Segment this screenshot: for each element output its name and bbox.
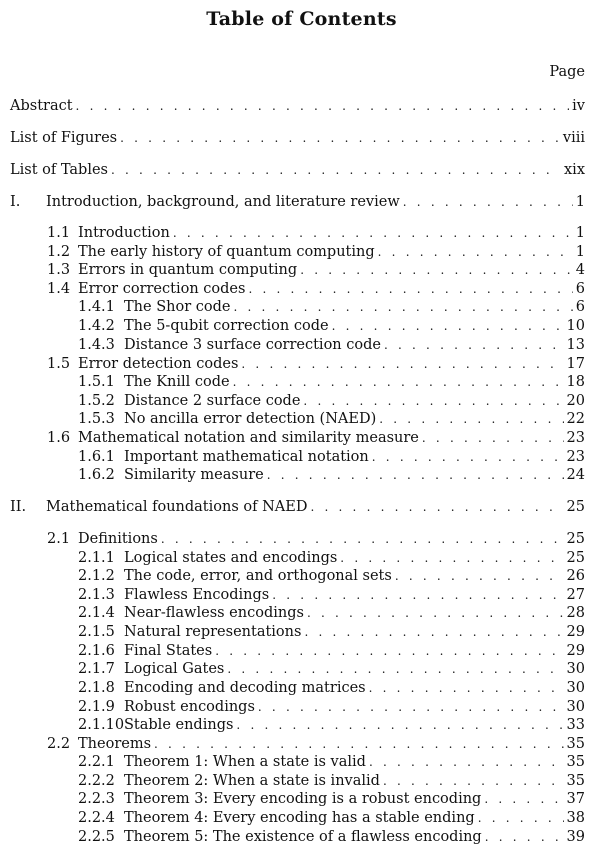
toc-entry-number: 2.1.5 [78,624,115,640]
toc-entry-label: Theorem 2: When a state is invalid [124,773,380,789]
dot-leader [485,828,564,846]
dot-leader [154,735,564,753]
toc-entry-number: 2.2.2 [78,773,115,789]
dot-leader [227,660,563,678]
toc-entry[interactable] [10,129,585,147]
dot-leader [248,280,572,298]
toc-entry[interactable] [78,567,585,585]
toc-entry[interactable] [78,642,585,660]
dot-leader [272,586,563,604]
dot-leader [111,161,561,179]
toc-entry-label: The Knill code [124,374,230,390]
toc-entry[interactable] [78,698,585,716]
toc-entry-number: 1.4 [47,281,71,297]
toc-entry-page: 4 [575,262,585,278]
toc-entry[interactable] [78,790,585,808]
dot-leader [215,642,563,660]
toc-entry-number: 2.2 [47,736,71,752]
toc-entry-number: 2.1.3 [78,587,115,603]
dot-leader [384,336,564,354]
toc-entry-page: 30 [566,680,585,696]
toc-entry-number: 2.1.7 [78,661,115,677]
toc-entry-number: 1.5.3 [78,411,115,427]
page-title: Table of Contents [206,8,397,30]
toc-entry[interactable] [10,193,585,211]
toc-entry[interactable] [78,298,585,316]
toc-entry-number: I. [10,194,21,210]
toc-entry-page: 25 [566,550,585,566]
toc-entry-number: 2.1.2 [78,568,115,584]
toc-entry-label: Robust encodings [124,699,255,715]
toc-entry[interactable] [78,604,585,622]
toc-entry[interactable] [47,355,585,373]
toc-entry-page: 29 [566,624,585,640]
toc-entry-number: 2.1.10 [78,717,125,733]
toc-entry-page: 18 [566,374,585,390]
toc-entry[interactable] [10,97,585,115]
toc-entry-page: iv [572,98,585,114]
toc-entry-page: 1 [575,194,585,210]
toc-entry-page: 33 [566,717,585,733]
toc-entry-number: 1.6 [47,430,71,446]
toc-entry-number: 1.6.1 [78,449,115,465]
toc-entry[interactable] [47,261,585,279]
dot-leader [233,373,564,391]
toc-entry-number: 1.2 [47,244,71,260]
toc-entry[interactable] [47,280,585,298]
toc-entry-page: 30 [566,661,585,677]
toc-entry-label: Important mathematical notation [124,449,369,465]
dot-leader [378,243,573,261]
toc-entry-label: Mathematical foundations of NAED [46,499,308,515]
toc-entry-number: 2.1.8 [78,680,115,696]
toc-entry[interactable] [78,373,585,391]
toc-entry[interactable] [78,586,585,604]
toc-entry-page: 27 [566,587,585,603]
toc-entry[interactable] [78,448,585,466]
toc-entry-label: Near-flawless encodings [124,605,304,621]
toc-entry-page: 25 [566,531,585,547]
toc-entry[interactable] [47,243,585,261]
page-column-heading: Page [549,64,585,80]
toc-entry-label: Encoding and decoding matrices [124,680,366,696]
toc-entry-page: 37 [566,791,585,807]
toc-entry-page: 38 [566,810,585,826]
dot-leader [369,753,564,771]
dot-leader [161,530,564,548]
toc-entry-page: 1 [575,244,585,260]
toc-entry-number: 1.3 [47,262,71,278]
toc-entry-page: 23 [566,449,585,465]
dot-leader [484,790,563,808]
toc-entry-page: xix [564,162,585,178]
dot-leader [372,448,564,466]
toc-entry-page: 6 [575,299,585,315]
toc-entry[interactable] [78,392,585,410]
toc-entry[interactable] [78,679,585,697]
toc-entry-number: 1.5.1 [78,374,115,390]
toc-entry[interactable] [78,772,585,790]
dot-leader [241,355,563,373]
toc-entry[interactable] [78,809,585,827]
toc-entry-page: 35 [566,754,585,770]
dot-leader [307,604,564,622]
toc-entry-label: The code, error, and orthogonal sets [124,568,392,584]
dot-leader [76,97,570,115]
toc-entry-number: 2.2.4 [78,810,115,826]
dot-leader [173,224,573,242]
dot-leader [403,193,573,211]
toc-entry-number: 2.1.6 [78,643,115,659]
toc-entry[interactable] [78,828,585,846]
dot-leader [379,410,563,428]
toc-entry-label: The early history of quantum computing [78,244,375,260]
toc-entry-label: List of Tables [10,162,108,178]
toc-entry[interactable] [78,410,585,428]
toc-entry-number: 2.1.9 [78,699,115,715]
toc-entry-page: 20 [566,393,585,409]
toc-entry-label: Stable endings [124,717,234,733]
toc-entry[interactable] [47,530,585,548]
toc-entry[interactable] [78,660,585,678]
dot-leader [332,317,564,335]
dot-leader [369,679,564,697]
toc-entry[interactable] [78,549,585,567]
toc-entry-label: Introduction [78,225,170,241]
dot-leader [300,261,573,279]
toc-entry-page: 35 [566,773,585,789]
toc-entry-label: The 5-qubit correction code [124,318,329,334]
toc-entry-page: 10 [566,318,585,334]
dot-leader [340,549,563,567]
toc-entry[interactable] [78,716,585,734]
toc-entry-label: List of Figures [10,130,118,146]
toc-entry-label: Theorem 5: The existence of a flawless encoding [124,829,482,845]
toc-entry-page: 6 [575,281,585,297]
toc-entry-number: 2.1 [47,531,71,547]
toc-entry-label: Introduction, background, and literature review [46,194,400,210]
toc-entry-number: 1.6.2 [78,467,115,483]
toc-entry-label: Logical Gates [124,661,225,677]
toc-entry-page: 1 [575,225,585,241]
toc-entry-page: 22 [566,411,585,427]
toc-entry-page: viii [562,130,585,146]
toc-entry-label: Theorem 1: When a state is valid [124,754,366,770]
toc-entry-number: 2.2.1 [78,754,115,770]
toc-entry-page: 30 [566,699,585,715]
toc-entry-label: Error detection codes [78,356,239,372]
toc-entry-number: 1.4.2 [78,318,115,334]
toc-entry-label: Flawless Encodings [124,587,270,603]
toc-entry-number: 2.1.1 [78,550,115,566]
toc-entry-page: 35 [566,736,585,752]
toc-entry[interactable] [78,753,585,771]
toc-entry-number: 2.2.3 [78,791,115,807]
dot-leader [478,809,564,827]
toc-entry[interactable] [78,336,585,354]
toc-entry[interactable] [47,224,585,242]
dot-leader [120,129,560,147]
toc-entry[interactable] [10,161,585,179]
dot-leader [233,298,572,316]
dot-leader [236,716,563,734]
toc-entry-label: Distance 3 surface correction code [124,337,381,353]
toc-entry[interactable] [78,317,585,335]
toc-entry-label: Logical states and encodings [124,550,338,566]
toc-entry[interactable] [78,623,585,641]
dot-leader [310,498,563,516]
toc-entry-label: Theorem 3: Every encoding is a robust encoding [124,791,482,807]
toc-entry-number: 1.4.3 [78,337,115,353]
toc-entry-number: 1.5.2 [78,393,115,409]
dot-leader [258,698,564,716]
toc-entry-label: The Shor code [124,299,231,315]
toc-entry-label: Abstract [10,98,73,114]
toc-entry-number: II. [10,499,27,515]
dot-leader [422,429,564,447]
dot-leader [304,623,563,641]
toc-entry-label: Final States [124,643,213,659]
toc-entry-page: 29 [566,643,585,659]
toc-entry-label: Errors in quantum computing [78,262,298,278]
toc-entry[interactable] [47,735,585,753]
toc-entry-page: 25 [566,499,585,515]
toc-entry-number: 1.4.1 [78,299,115,315]
toc-entry-number: 2.1.4 [78,605,115,621]
toc-entry-label: Theorems [78,736,152,752]
toc-entry-label: Definitions [78,531,158,547]
toc-entry[interactable] [47,429,585,447]
toc-entry[interactable] [10,498,585,516]
toc-entry-page: 24 [566,467,585,483]
dot-leader [267,466,564,484]
dot-leader [303,392,563,410]
toc-entry-number: 1.1 [47,225,71,241]
toc-entry-label: Theorem 4: Every encoding has a stable ending [124,810,475,826]
toc-entry-page: 28 [566,605,585,621]
toc-entry-page: 26 [566,568,585,584]
toc-entry-number: 2.2.5 [78,829,115,845]
toc-entry-label: No ancilla error detection (NAED) [124,411,377,427]
toc-entry-label: Mathematical notation and similarity measure [78,430,419,446]
toc-entry-label: Natural representations [124,624,302,640]
toc-entry-page: 17 [566,356,585,372]
toc-entry[interactable] [78,466,585,484]
toc-entry-number: 1.5 [47,356,71,372]
dot-leader [383,772,564,790]
toc-entry-page: 39 [566,829,585,845]
toc-entry-label: Error correction codes [78,281,246,297]
toc-entry-page: 23 [566,430,585,446]
dot-leader [395,567,564,585]
toc-entry-label: Distance 2 surface code [124,393,301,409]
toc-entry-label: Similarity measure [124,467,264,483]
toc-entry-page: 13 [566,337,585,353]
